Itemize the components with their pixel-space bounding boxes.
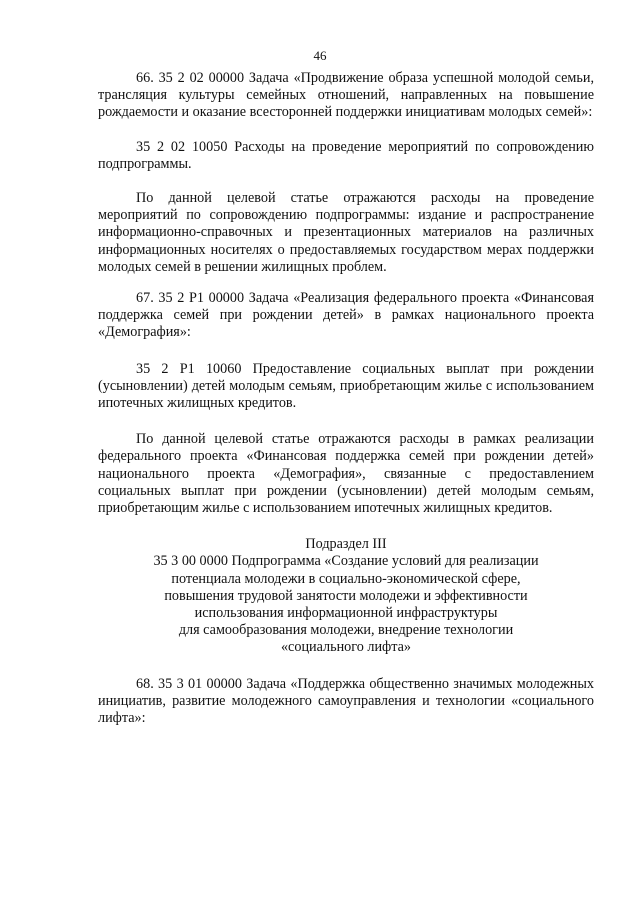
paragraph-task-68: 68. 35 3 01 00000 Задача «Поддержка общественно значимых молодежных инициатив, развитие молодежного самоуправления и технологии «социального лифта»: <box>98 675 594 727</box>
paragraph-expense-description: По данной целевой статье отражаются расходы на проведение мероприятий по сопровождению подпрограммы: издание и распространение информационно-справочных и презентационных материалов на различных информационных носителях о предоставляемых государством мерах поддержки молодых семей в решении жилищных проблем. <box>98 190 594 275</box>
section-subprogram-line: 35 3 00 0000 Подпрограмма «Создание условий для реализации <box>153 553 539 570</box>
section-subprogram-line: для самообразования молодежи, внедрение технологии <box>178 622 514 639</box>
section-title: Подраздел III <box>305 536 387 553</box>
section-subprogram-line: «социального лифта» <box>280 639 412 656</box>
document-body <box>98 70 594 727</box>
paragraph-task-67: 67. 35 2 Р1 00000 Задача «Реализация федерального проекта «Финансовая поддержка семей при рождении детей» в рамках национального проекта «Демография»: <box>98 290 594 341</box>
paragraph-expense-10060: 35 2 Р1 10060 Предоставление социальных выплат при рождении (усыновлении) детей молодым семьям, приобретающим жилье с использованием ипотечных жилищных кредитов. <box>98 360 594 412</box>
section-subprogram-line: использования информационной инфраструктуры <box>194 605 498 622</box>
section-heading <box>98 536 594 656</box>
paragraph-expense-10060-description: По данной целевой статье отражаются расходы в рамках реализации федерального проекта «Финансовая поддержка семей при рождении детей» национального проекта «Демография», связанные с предоставлением социальных выплат при рождении (усыновлении) детей молодым семьям, приобретающим жилье с использованием ипотечных жилищных кредитов. <box>98 431 594 517</box>
section-subprogram-line: потенциала молодежи в социально-экономической сфере, <box>171 570 521 587</box>
section-subprogram-line: повышения трудовой занятости молодежи и эффективности <box>164 587 528 604</box>
paragraph-expense-10050: 35 2 02 10050 Расходы на проведение мероприятий по сопровождению подпрограммы. <box>98 138 594 172</box>
paragraph-task-66: 66. 35 2 02 00000 Задача «Продвижение образа успешной молодой семьи, трансляция культуры семейных отношений, направленных на повышение рождаемости и оказание всесторонней поддержки инициативам молодых семей»: <box>98 70 594 121</box>
page-number: 46 <box>313 48 327 63</box>
